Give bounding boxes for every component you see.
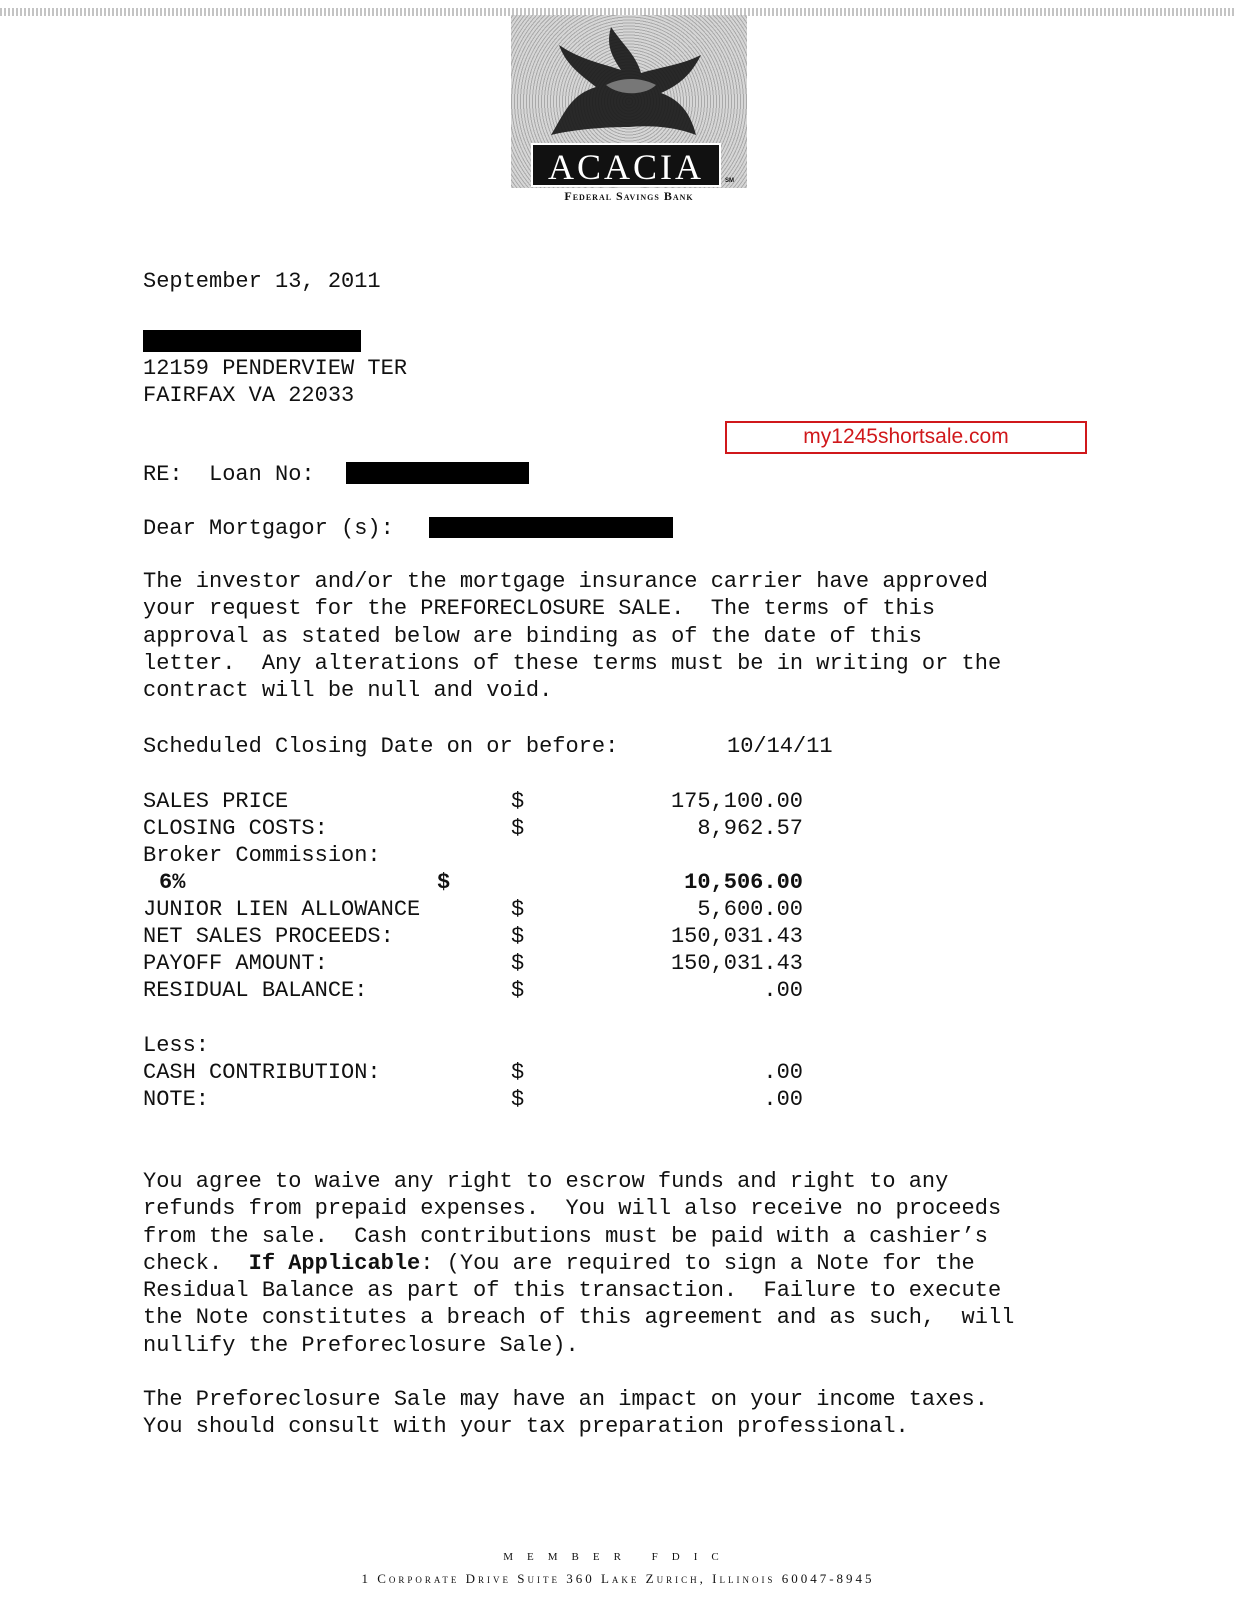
- waiver-paragraph: You agree to waive any right to escrow funds and right to any refunds from prepaid expenses. You will also receive no proceeds from the sale. Cash contributions must be paid with a cashier’s check. If Applicable: (You are required to sign a Note for the Residual Balance as part of this transaction. Failure to execute the Note constitutes a breach of this agreement and as such, will nullify the Preforeclosure Sale).: [143, 1169, 1015, 1358]
- less-row-note: NOTE: $ .00: [143, 1087, 803, 1112]
- griffin-icon: [511, 15, 747, 145]
- closing-date-value: 10/14/11: [727, 734, 833, 759]
- salutation: Dear Mortgagor (s):: [143, 516, 394, 541]
- closing-date-label: Scheduled Closing Date on or before:: [143, 734, 619, 759]
- term-row-junior-lien: JUNIOR LIEN ALLOWANCE $ 5,600.00: [143, 897, 803, 922]
- logo-wordmark: ACACIA: [531, 143, 721, 187]
- intro-line: The investor and/or the mortgage insurance carrier have approved: [143, 569, 988, 594]
- redacted-loan-number: [346, 462, 529, 484]
- website-link-box[interactable]: my1245shortsale.com: [725, 421, 1087, 454]
- loan-reference: RE: Loan No:: [143, 462, 315, 487]
- intro-line: letter. Any alterations of these terms must be in writing or the: [143, 650, 1002, 676]
- less-row-cash: CASH CONTRIBUTION: $ .00: [143, 1060, 803, 1085]
- bank-logo: [511, 15, 747, 188]
- less-heading: Less:: [143, 1033, 210, 1058]
- tax-paragraph: The Preforeclosure Sale may have an impact on your income taxes. You should consult with your tax preparation professional.: [143, 1387, 988, 1440]
- intro-line: approval as stated below are binding as of the date of this: [143, 623, 922, 649]
- intro-paragraph: [143, 568, 1001, 704]
- term-row-residual: RESIDUAL BALANCE: $ .00: [143, 978, 803, 1003]
- intro-line: your request for the PREFORECLOSURE SALE. The terms of this: [143, 596, 936, 622]
- term-row-payoff: PAYOFF AMOUNT: $ 150,031.43: [143, 951, 803, 976]
- service-mark: SM: [725, 178, 734, 184]
- address-line-1: 12159 PENDERVIEW TER: [143, 356, 408, 381]
- term-row-closing-costs: CLOSING COSTS: $ 8,962.57: [143, 816, 803, 841]
- redacted-mortgagor: [429, 517, 673, 538]
- term-row-sales-price: SALES PRICE $ 175,100.00: [143, 789, 803, 814]
- term-row-commission-amount: 6% $ 10,506.00: [159, 870, 803, 895]
- footer-member-fdic: MEMBER FDIC: [503, 1551, 733, 1563]
- address-line-2: FAIRFAX VA 22033: [143, 383, 355, 408]
- intro-line: contract will be null and void.: [143, 678, 553, 704]
- if-applicable-emphasis: If Applicable: [248, 1250, 421, 1276]
- redacted-name: [143, 330, 361, 352]
- closing-date-row: [143, 733, 843, 760]
- term-row-net-proceeds: NET SALES PROCEEDS: $ 150,031.43: [143, 924, 803, 949]
- footer-address: 1 Corporate Drive Suite 360 Lake Zurich, Illinois 60047-8945: [361, 1571, 875, 1586]
- term-row-broker-commission: Broker Commission:: [143, 843, 381, 868]
- bank-subtitle: Federal Savings Bank: [564, 189, 694, 203]
- letter-date: September 13, 2011: [143, 269, 381, 294]
